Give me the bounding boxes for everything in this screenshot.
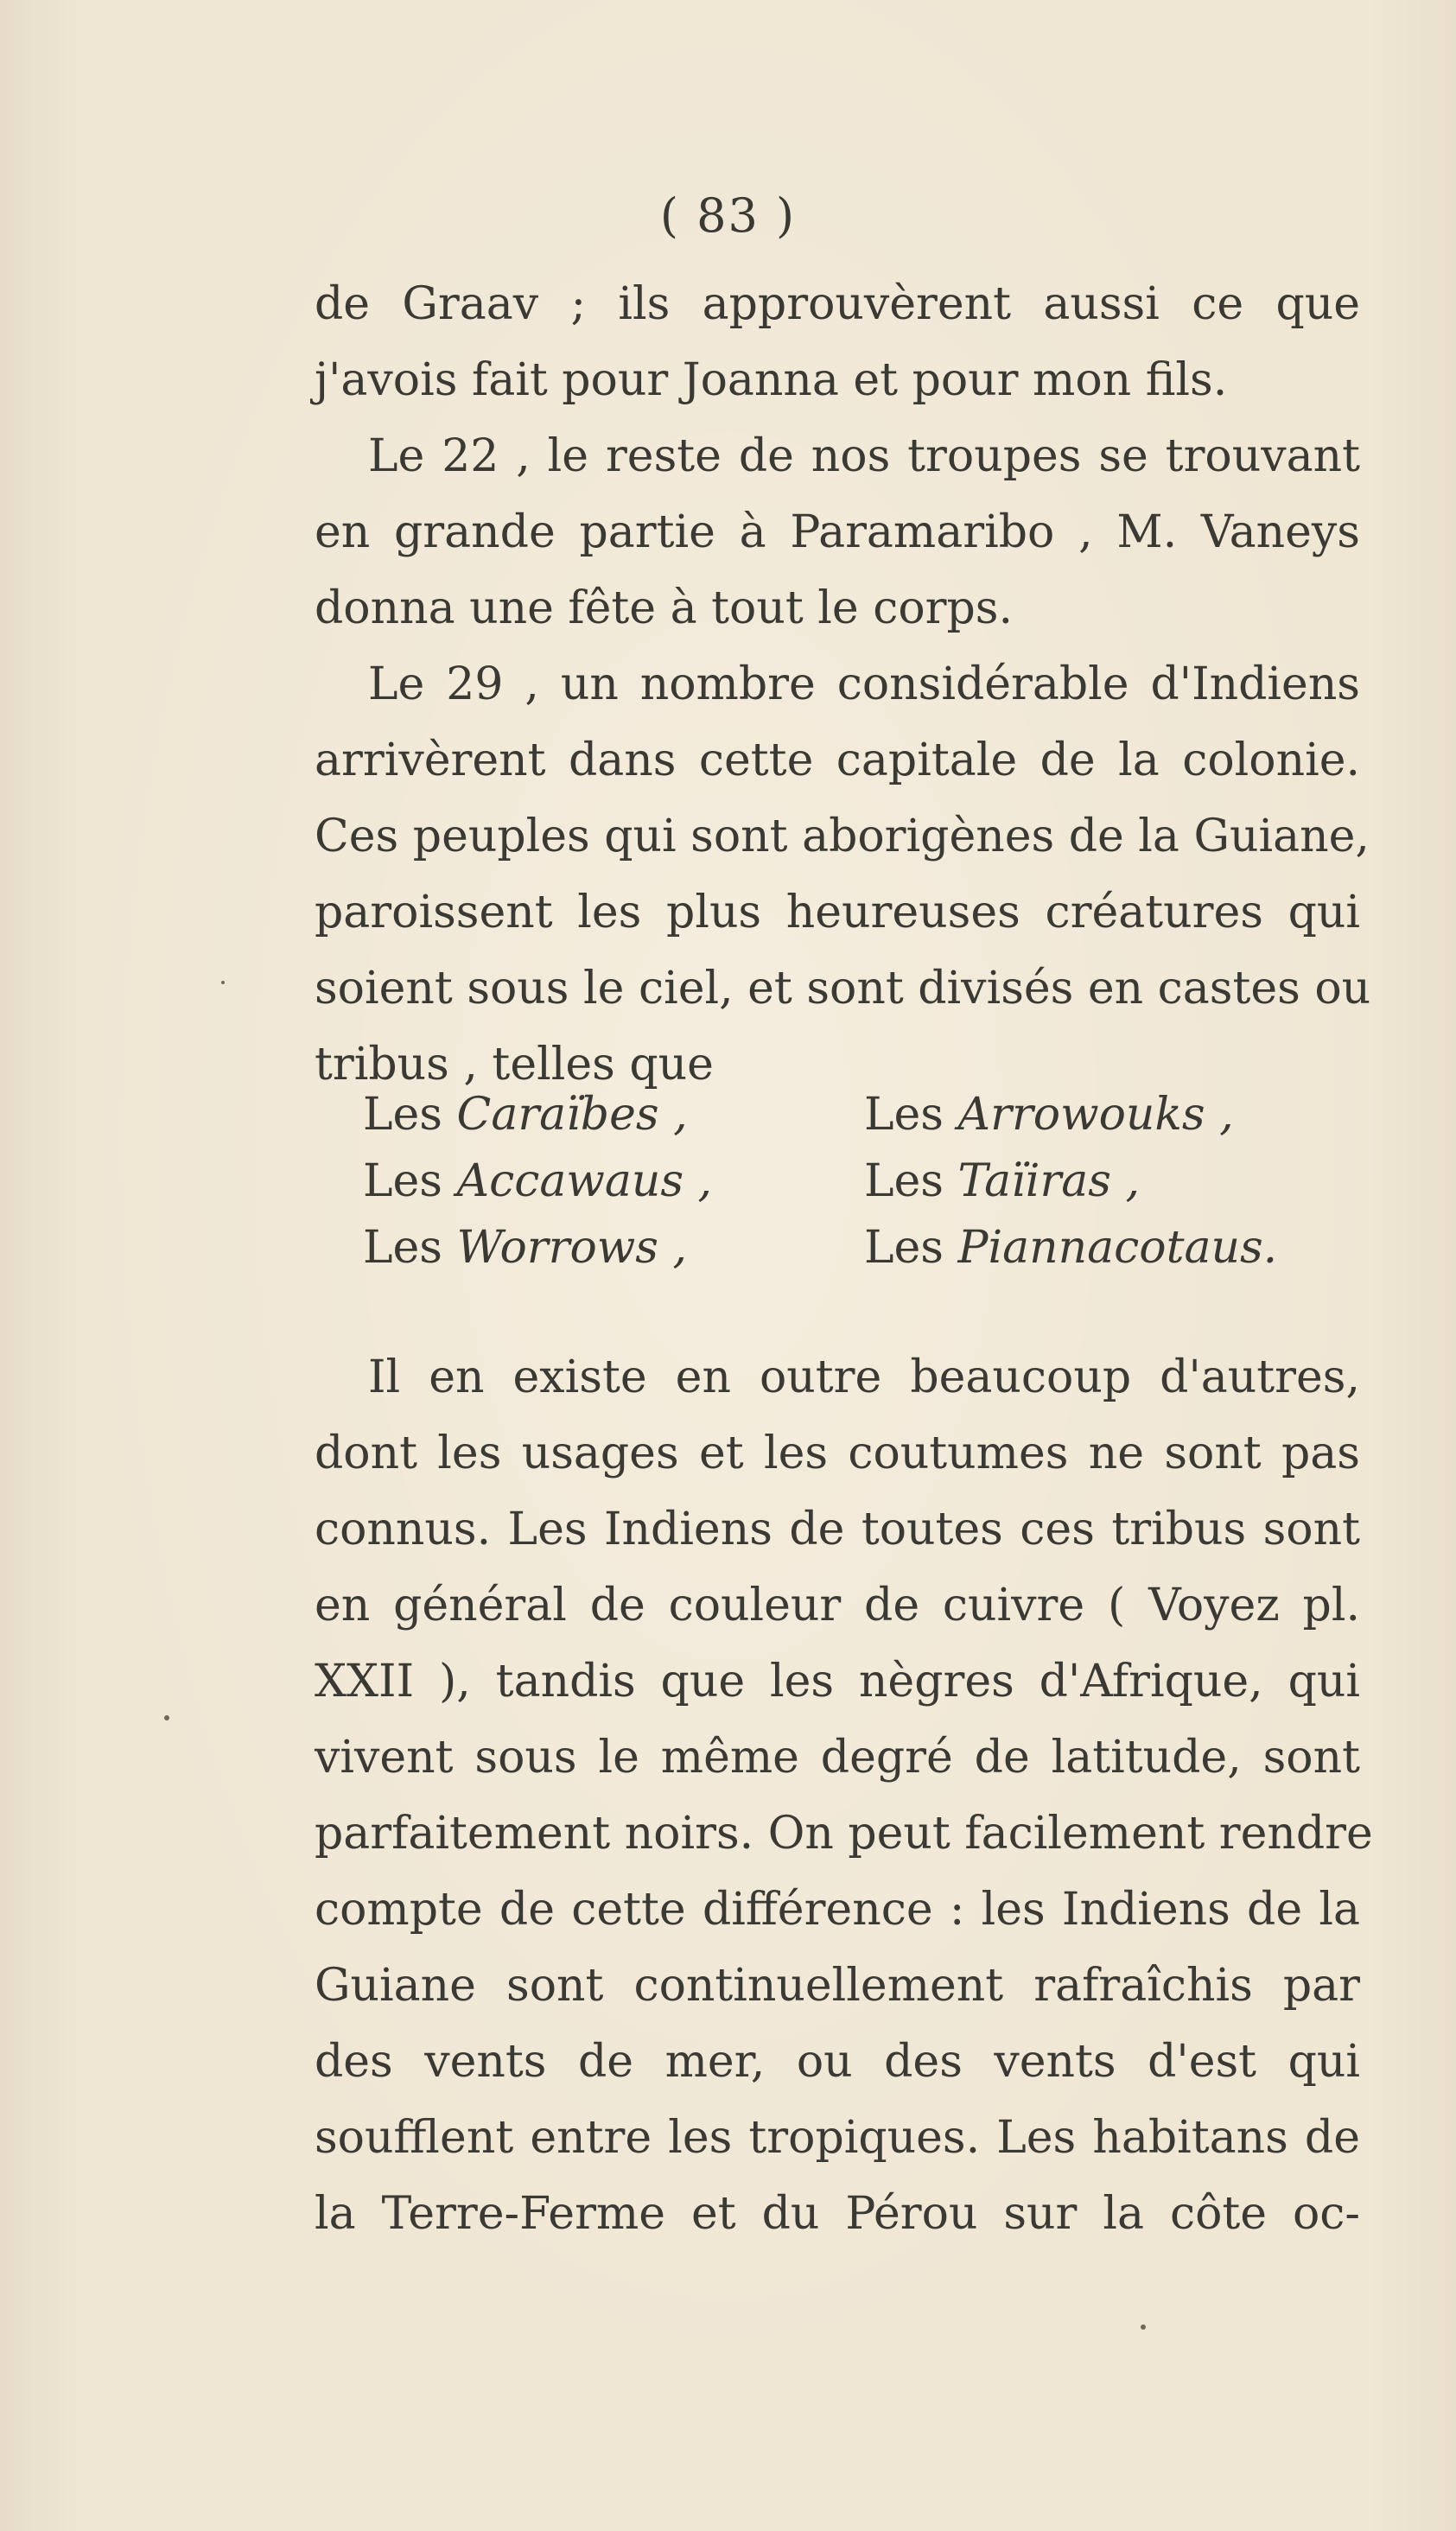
text-line: des vents de mer, ou des vents d'est qui: [315, 2036, 1360, 2088]
tribe-row: [363, 1082, 1365, 1148]
tribe-row: [363, 1215, 1365, 1281]
text-line: soient sous le ciel, et sont divisés en castes ou: [315, 963, 1371, 1014]
tribe-entry: Les Accawaus ,: [363, 1155, 713, 1207]
paragraph-2: [315, 1339, 1373, 2252]
tribe-entry: Les Caraïbes ,: [363, 1089, 688, 1141]
text-line: soufflent entre les tropiques. Les habitans de: [315, 2112, 1360, 2164]
text-line: XXII ), tandis que les nègres d'Afrique, qui: [315, 1656, 1360, 1707]
text-line: dont les usages et les coutumes ne sont pas: [315, 1428, 1360, 1479]
text-line: Il en existe en outre beaucoup d'autres,: [368, 1351, 1360, 1403]
tribe-name: Piannacotaus.: [957, 1222, 1278, 1274]
text-line: en général de couleur de cuivre ( Voyez pl.: [315, 1580, 1360, 1631]
text-line: parfaitement noirs. On peut facilement rendre: [315, 1808, 1373, 1860]
tribe-name: Taïiras ,: [957, 1155, 1141, 1207]
text-line: arrivèrent dans cette capitale de la colonie.: [315, 734, 1360, 786]
tribe-entry: Les Arrowouks ,: [864, 1089, 1234, 1141]
text-line: en grande partie à Paramaribo , M. Vaneys: [315, 506, 1360, 558]
tribe-entry: Les Taïiras ,: [864, 1155, 1141, 1207]
tribe-entry: Les Piannacotaus.: [864, 1222, 1278, 1274]
paper-speck: [221, 981, 225, 984]
tribe-name: Arrowouks ,: [957, 1089, 1234, 1141]
text-line: Guiane sont continuellement rafraîchis par: [315, 1960, 1360, 2012]
paper-speck: [164, 1715, 169, 1720]
text-line: j'avois fait pour Joanna et pour mon fils.: [315, 354, 1228, 406]
page-number: ( 83 ): [659, 188, 797, 243]
text-line: paroissent les plus heureuses créatures qui: [315, 887, 1360, 938]
text-line: vivent sous le même degré de latitude, sont: [315, 1732, 1360, 1784]
text-line: Le 22 , le reste de nos troupes se trouvant: [368, 430, 1360, 482]
tribe-row: [363, 1148, 1365, 1215]
tribe-name: Worrows ,: [456, 1222, 688, 1274]
paragraph-1: [315, 266, 1371, 1103]
text-line: tribus , telles que: [315, 1039, 714, 1091]
paper-speck: [1141, 2324, 1146, 2330]
tribe-list: [363, 1082, 1365, 1281]
text-line: Ces peuples qui sont aborigènes de la Guiane,: [315, 811, 1370, 862]
text-line: de Graav ; ils approuvèrent aussi ce que: [315, 278, 1360, 330]
text-line: donna une fête à tout le corps.: [315, 582, 1013, 634]
tribe-name: Accawaus ,: [456, 1155, 713, 1207]
tribe-name: Caraïbes ,: [456, 1089, 688, 1141]
text-line: la Terre-Ferme et du Pérou sur la côte oc-: [315, 2188, 1360, 2240]
text-line: Le 29 , un nombre considérable d'Indiens: [368, 658, 1360, 710]
text-line: compte de cette différence : les Indiens de la: [315, 1884, 1360, 1936]
tribe-entry: Les Worrows ,: [363, 1222, 688, 1274]
text-line: connus. Les Indiens de toutes ces tribus sont: [315, 1504, 1360, 1555]
